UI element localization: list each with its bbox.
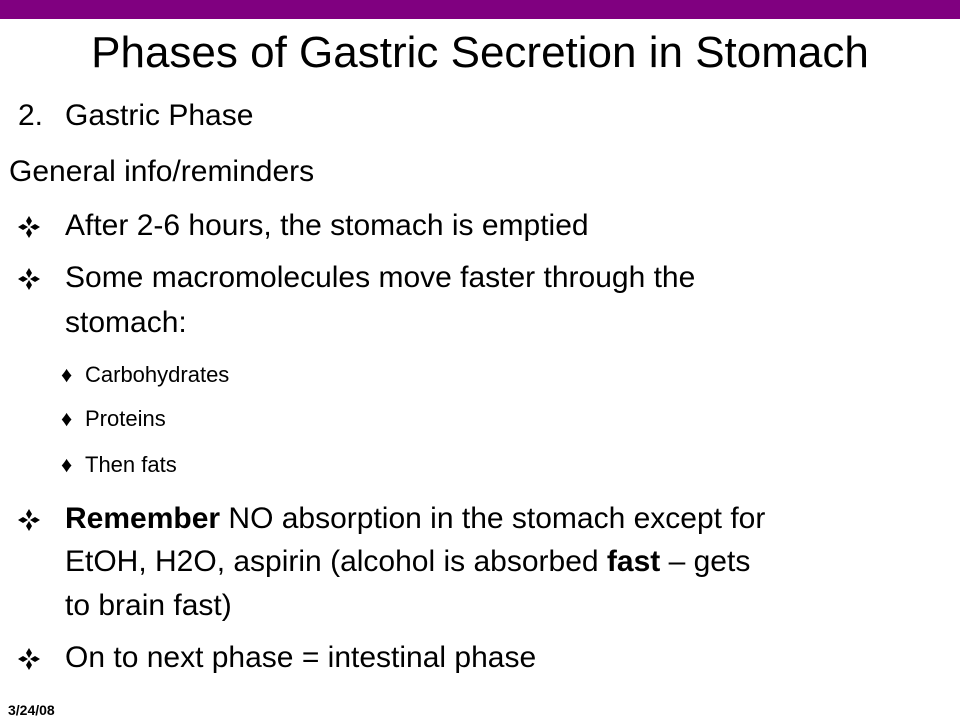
bullet-text-remember-line2: EtOH, H2O, aspirin (alcohol is absorbed fast – gets — [65, 545, 751, 578]
slide-title: Phases of Gastric Secretion in Stomach — [91, 28, 869, 77]
bullet-text-remember-line3: to brain fast) — [65, 589, 232, 622]
sub-bullet-carbohydrates: ♦ Carbohydrates — [61, 362, 230, 387]
bullet-text-macromolecules-line2: stomach: — [65, 306, 187, 339]
bullet-text-macromolecules-line1: Some macromolecules move faster through the — [65, 261, 696, 294]
diamond-bullet-icon — [17, 508, 41, 532]
bullet-text-emptied: After 2-6 hours, the stomach is emptied — [65, 209, 589, 242]
numbered-item-text: Gastric Phase — [65, 99, 254, 132]
sub-bullet-fats: ♦ Then fats — [61, 452, 177, 477]
numbered-item-number: 2. — [18, 99, 44, 132]
bullet-text-next-phase: On to next phase = intestinal phase — [65, 641, 537, 674]
diamond-bullet-icon — [17, 267, 41, 291]
fast-bold-word: fast — [606, 545, 661, 578]
diamond-bullet-icon — [17, 647, 41, 671]
small-diamond-icon: ♦ — [61, 362, 73, 387]
remember-bold-word: Remember — [65, 502, 221, 535]
small-diamond-icon: ♦ — [61, 406, 73, 431]
general-info-label: General info/reminders — [9, 155, 315, 188]
diamond-bullet-icon — [17, 215, 41, 239]
small-diamond-icon: ♦ — [61, 452, 73, 477]
sub-bullet-proteins: ♦ Proteins — [61, 406, 166, 431]
top-accent-bar — [0, 0, 960, 19]
bullet-text-remember-line1: Remember NO absorption in the stomach except for — [65, 502, 766, 535]
footer-date: 3/24/08 — [8, 702, 55, 718]
